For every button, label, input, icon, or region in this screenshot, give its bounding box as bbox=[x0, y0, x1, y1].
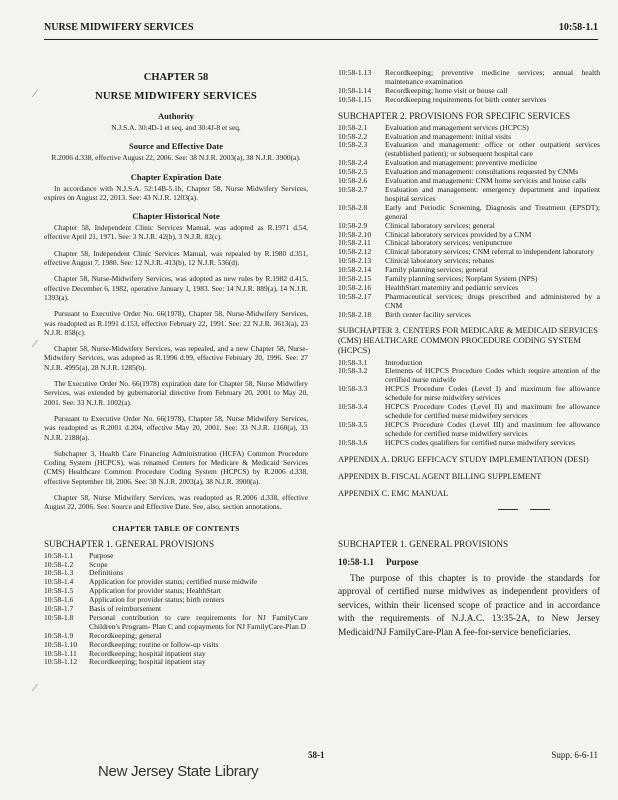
toc-entry-title: Scope bbox=[89, 559, 108, 569]
toc-entry-title: Recordkeeping; preventive medicine services; annual health maintenance examination bbox=[385, 68, 600, 86]
section-title: Purpose bbox=[385, 556, 419, 567]
toc-entry-title: Recordkeeping; general bbox=[89, 630, 162, 640]
history-notes bbox=[44, 223, 308, 511]
toc-entry-title: Clinical laboratory services; general bbox=[385, 220, 495, 230]
toc-entry-title: Family planning services; general bbox=[385, 265, 488, 275]
toc-entry-number: 10:58-1.5 bbox=[44, 586, 74, 596]
toc-entry-number: 10:58-1.3 bbox=[44, 568, 74, 578]
toc-entry-number: 10:58-1.8 bbox=[44, 612, 74, 622]
section-number: 10:58-1.1 bbox=[338, 556, 374, 567]
toc-entry bbox=[338, 367, 600, 385]
toc-entry-title: Evaluation and management: CNM home services and house calls bbox=[385, 176, 587, 186]
toc-entry-number: 10:58-2.7 bbox=[338, 184, 368, 194]
toc-entry-number: 10:58-3.6 bbox=[338, 437, 368, 447]
source-text: R.2006 d.338, effective August 22, 2006. See: 38 N.J.R. 2003(a), 38 N.J.R. 3900(a). bbox=[51, 153, 301, 163]
subchapter-2-heading: SUBCHAPTER 2. PROVISIONS FOR SPECIFIC SERVICES bbox=[338, 110, 571, 121]
toc-entry bbox=[338, 186, 600, 204]
subchapter-1-title: SUBCHAPTER 1. GENERAL PROVISIONS bbox=[338, 538, 509, 549]
chapter-number: CHAPTER 58 bbox=[143, 72, 209, 83]
toc-entry-title: Evaluation and management: initial visits bbox=[385, 131, 512, 141]
toc-entry-title: Recordkeeping; hospital inpatient stay bbox=[89, 657, 206, 667]
library-stamp: New Jersey State Library bbox=[98, 763, 259, 780]
toc-subchapter-2 bbox=[338, 124, 600, 320]
toc-entry-title: HCPCS codes qualifiers for certified nurse midwifery services bbox=[385, 437, 576, 447]
toc-entry-number: 10:58-2.4 bbox=[338, 158, 368, 168]
expiration-text: In accordance with N.J.S.A. 52:14B-5.1b, Chapter 58, Nurse Midwifery Services, expires on August 22, 2013. See: 43 N.J.R. 1203(a). bbox=[44, 183, 308, 202]
toc-entry-number: 10:58-2.14 bbox=[338, 265, 372, 275]
margin-mark: ⁄ bbox=[34, 88, 36, 100]
toc-entry-title: Clinical laboratory services; rebates bbox=[385, 256, 495, 266]
toc-entry-number: 10:58-2.18 bbox=[338, 309, 372, 319]
toc-entry-title: Recordkeeping; routine or follow-up visits bbox=[89, 639, 219, 649]
toc-entry-title: Recordkeeping; home visit or house call bbox=[385, 85, 508, 95]
toc-entry-title: Personal contribution to care requirements for NJ FamilyCare Children's Program- Plan C and copayments for NJ FamilyCare-Plan D bbox=[89, 612, 308, 631]
toc-subchapter-1 bbox=[44, 552, 308, 668]
authority-heading: Authority bbox=[158, 111, 194, 121]
toc-subchapter-3 bbox=[338, 359, 600, 448]
toc-entry-title: Clinical laboratory services; CNM referral to independent laboratory bbox=[385, 247, 594, 257]
source-heading: Source and Effective Date bbox=[128, 141, 224, 152]
toc-entry-number: 10:58-1.12 bbox=[44, 657, 78, 667]
toc-entry-title: Evaluation and management: emergency department and inpatient hospital services bbox=[385, 184, 600, 203]
header-title: NURSE MIDWIFERY SERVICES bbox=[44, 22, 194, 33]
toc-entry bbox=[44, 596, 308, 605]
toc-heading: CHAPTER TABLE OF CONTENTS bbox=[112, 523, 240, 533]
toc-entry-title: HCPCS Procedure Codes (Level II) and maximum fee allowance schedule for certified nurse midwifery services bbox=[385, 402, 600, 420]
toc-entry-number: 10:58-3.5 bbox=[338, 419, 368, 429]
toc-entry-number: 10:58-2.3 bbox=[338, 140, 368, 150]
history-paragraph: Pursuant to Executive Order No. 66(1978), Chapter 58, Nurse-Midwifery Services, was readopted as R.1991 d.153, effective February 22, 1991. See: 22 N.J.R. 3613(a), 23 N.J.R. 858(c). bbox=[44, 309, 308, 337]
toc-entry-number: 10:58-2.12 bbox=[338, 247, 372, 257]
toc-entry-title: Evaluation and management: preventive medicine bbox=[385, 158, 538, 168]
page-number: 58-1 bbox=[308, 750, 325, 760]
toc-entry-title: Basis of reimbursement bbox=[89, 604, 162, 614]
toc-entry-title: Clinical laboratory services; venipuncture bbox=[385, 238, 513, 248]
toc-entry-number: 10:58-2.6 bbox=[338, 176, 368, 186]
toc-entry bbox=[338, 293, 600, 311]
toc-entry-title: Birth center facility services bbox=[385, 309, 471, 319]
right-column bbox=[338, 69, 600, 640]
toc-entry bbox=[338, 421, 600, 439]
purpose-paragraph: The purpose of this chapter is to provide the standards for approval of certified nurse midwives as independent providers of services, within their licensed scope of practice and in accordance with the requirements of N.J.A.C. 13:35-2A, to New Jersey Medicaid/NJ FamilyCare-Plan A fee-for-service beneficiaries. bbox=[338, 573, 600, 638]
toc-entry-number: 10:58-2.1 bbox=[338, 122, 368, 132]
toc-entry-number: 10:58-3.4 bbox=[338, 402, 368, 412]
toc-entry bbox=[338, 69, 600, 87]
toc-entry-number: 10:58-2.16 bbox=[338, 282, 372, 292]
appendix-b: APPENDIX B. FISCAL AGENT BILLING SUPPLEMENT bbox=[338, 471, 542, 481]
margin-mark: ⁄ bbox=[34, 682, 36, 694]
toc-entry-number: 10:58-2.8 bbox=[338, 202, 368, 212]
section-heading bbox=[338, 557, 600, 567]
toc-entry-number: 10:58-1.13 bbox=[338, 68, 372, 77]
toc-entry-title: Purpose bbox=[89, 550, 114, 560]
toc-entry-number: 10:58-1.2 bbox=[44, 559, 74, 569]
toc-entry-title: Early and Periodic Screening, Diagnosis and Treatment (EPSDT); general bbox=[385, 202, 600, 221]
history-paragraph: The Executive Order No. 66(1978) expiration date for Chapter 58, Nurse Midwifery Services, was extended by gubernatorial directive from February 20, 2001 to May 20, 2001. See: 33 N.J.R. 1002(a). bbox=[44, 379, 308, 407]
toc-entry-title: Family planning services; Norplant System (NPS) bbox=[385, 274, 538, 284]
history-paragraph: Chapter 58, Independent Clinic Services Manual, was repealed by R.1980 d.351, effective August 7, 1980. See: 12 N.J.R. 413(b), 12 N.J.R. 536(d). bbox=[44, 248, 308, 268]
toc-entry-title: Elements of HCPCS Procedure Codes which require attention of the certified nurse midwife bbox=[385, 366, 600, 385]
toc-entry-number: 10:58-3.3 bbox=[338, 384, 368, 394]
toc-entry-number: 10:58-2.17 bbox=[338, 291, 372, 301]
history-heading: Chapter Historical Note bbox=[132, 211, 220, 222]
history-paragraph: Pursuant to Executive Order No. 66(1978), Chapter 58, Nurse Midwifery Services, was readopted as R.2001 d.204, effective May 20, 2001. See: 33 N.J.R. 1160(a), 33 N.J.R. 2188(a). bbox=[44, 413, 308, 442]
authority-text: N.J.S.A. 30:4D-1 et seq. and 30:4J-8 et seq. bbox=[111, 123, 241, 132]
toc-entry-number: 10:58-1.11 bbox=[44, 648, 77, 658]
toc-entry-title: Evaluation and management: consultations requested by CNMs bbox=[385, 167, 579, 177]
history-paragraph: Chapter 58, Nurse Midwifery Services, was readopted as R.2006 d.338, effective August 22, 2006. See: Source and Effective Date. See, also, section annotations. bbox=[44, 493, 308, 512]
toc-entry-number: 10:58-1.1 bbox=[44, 550, 74, 560]
toc-entry-title: Definitions bbox=[89, 568, 124, 578]
divider-dashes bbox=[498, 507, 578, 513]
toc-entry bbox=[338, 311, 600, 320]
toc-entry-number: 10:58-2.9 bbox=[338, 220, 368, 230]
chapter-title: NURSE MIDWIFERY SERVICES bbox=[95, 91, 257, 102]
toc-entry-title: Application for provider status; certified nurse midwife bbox=[89, 577, 258, 587]
toc-entry-number: 10:58-1.4 bbox=[44, 577, 74, 587]
header-section: 10:58-1.1 bbox=[558, 22, 598, 33]
toc-entry-title: HCPCS Procedure Codes (Level III) and maximum fee allowance schedule for certified nurse midwifery services bbox=[385, 419, 600, 438]
history-paragraph: Chapter 58, Nurse-Midwifery Services, was repealed, and a new Chapter 58, Nurse-Midwifery Services, was adopted as R.1996 d.99, effective February 20, 1996. See: 27 N.J.R. 4995(a), 28 N.J.R. 1285(b). bbox=[44, 344, 308, 372]
header-rule bbox=[44, 39, 598, 40]
toc-entry-number: 10:58-1.14 bbox=[338, 85, 372, 95]
toc-subchapter-1-cont bbox=[338, 69, 600, 105]
toc-entry-number: 10:58-1.6 bbox=[44, 595, 74, 605]
toc-entry bbox=[44, 658, 308, 667]
toc-entry-number: 10:58-2.11 bbox=[338, 238, 371, 248]
subchapter-1-heading: SUBCHAPTER 1. GENERAL PROVISIONS bbox=[44, 538, 215, 549]
toc-entry bbox=[44, 614, 308, 632]
toc-entry bbox=[338, 204, 600, 222]
history-paragraph: Chapter 58, Nurse-Midwifery Services, was adopted as new rules by R.1982 d.415, effective December 6, 1982, operative January 1, 1983. See: 14 N.J.R. 889(a), 14 N.J.R. 1393(a). bbox=[44, 274, 308, 302]
toc-entry-title: Recordkeeping; hospital inpatient stay bbox=[89, 648, 206, 658]
toc-entry-title: HealthStart maternity and pediatric services bbox=[385, 282, 519, 292]
toc-entry-number: 10:58-1.10 bbox=[44, 639, 78, 649]
toc-entry-number: 10:58-1.15 bbox=[338, 94, 372, 104]
toc-entry-number: 10:58-2.13 bbox=[338, 256, 372, 266]
toc-entry bbox=[44, 561, 308, 570]
toc-entry bbox=[338, 96, 600, 105]
supplement-date: Supp. 6-6-11 bbox=[551, 750, 598, 760]
toc-entry-title: HCPCS Procedure Codes (Level I) and maximum fee allowance schedule for nurse midwifery services bbox=[385, 384, 600, 403]
toc-entry bbox=[338, 385, 600, 403]
running-header bbox=[44, 22, 598, 36]
toc-entry-number: 10:58-2.5 bbox=[338, 167, 368, 177]
toc-entry-title: Pharmaceutical services; drugs prescribed and administered by a CNM bbox=[385, 291, 600, 310]
toc-entry-number: 10:58-1.7 bbox=[44, 604, 74, 614]
toc-entry-title: Recordkeeping requirements for birth center services bbox=[385, 94, 547, 104]
appendix-a: APPENDIX A. DRUG EFFICACY STUDY IMPLEMENTATION (DESI) bbox=[338, 454, 589, 464]
toc-entry-title: Application for provider status; HealthStart bbox=[89, 586, 222, 596]
toc-entry-title: Application for provider status; birth centers bbox=[89, 595, 225, 605]
history-paragraph: Chapter 58, Independent Clinic Services Manual, was adopted as R.1971 d.54, effective April 21, 1971. See: 3 N.J.R. 42(b), 3 N.J.R. 82(c). bbox=[44, 223, 308, 242]
left-column bbox=[44, 72, 308, 667]
toc-entry bbox=[338, 403, 600, 421]
toc-entry-number: 10:58-3.2 bbox=[338, 366, 368, 376]
toc-entry-number: 10:58-2.2 bbox=[338, 131, 368, 141]
history-paragraph: Subchapter 3, Health Care Financing Administration (HCFA) Common Procedure Coding System (HCPCS), was renamed Centers for Medicare & Medicaid Services (CMS) Healthcare Common Procedure Coding System (HCPCS) by R.2006 d.338, effective September 18, 2006. See: 38 N.J.R. 2003(a), 38 N.J.R. 3900(a). bbox=[44, 448, 308, 486]
toc-entry-number: 10:58-3.1 bbox=[338, 357, 368, 367]
toc-entry bbox=[44, 552, 308, 561]
toc-entry-number: 10:58-1.9 bbox=[44, 630, 74, 640]
toc-entry-title: Evaluation and management services (HCPCS) bbox=[385, 122, 529, 132]
toc-entry-number: 10:58-2.10 bbox=[338, 229, 372, 239]
toc-entry bbox=[338, 141, 600, 159]
toc-entry bbox=[338, 439, 600, 448]
margin-mark: ⁄ bbox=[34, 338, 36, 350]
toc-entry-title: Evaluation and management: office or other outpatient services (established patient); or subsequent hospital care bbox=[385, 140, 600, 159]
appendix-c: APPENDIX C. EMC MANUAL bbox=[338, 488, 449, 498]
toc-entry-title: Clinical laboratory services provided by a CNM bbox=[385, 229, 532, 239]
subchapter-3-heading: SUBCHAPTER 3. CENTERS FOR MEDICARE & MEDICAID SERVICES (CMS) HEALTHCARE COMMON PROCEDURE CODING SYSTEM (HCPCS) bbox=[338, 325, 598, 355]
expiration-heading: Chapter Expiration Date bbox=[130, 171, 222, 182]
toc-entry-number: 10:58-2.15 bbox=[338, 274, 372, 284]
toc-entry-title: Introduction bbox=[385, 357, 423, 367]
